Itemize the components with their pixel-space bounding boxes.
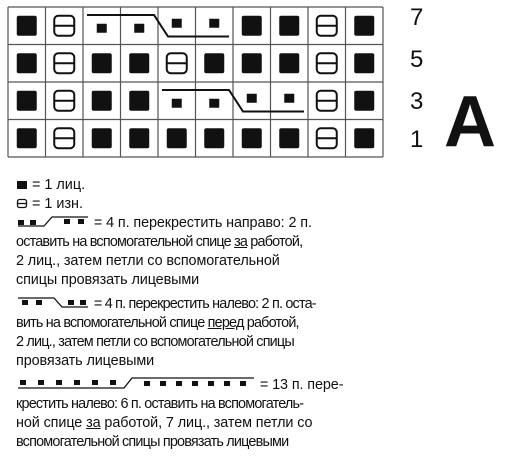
knit-stitch [354,53,374,73]
cable-stitch [172,99,182,108]
knit-stitch [17,128,37,148]
legend-knit [16,176,406,195]
row-number-3: 3 [410,88,424,115]
knit-stitch [92,91,112,111]
knit-stitch [17,16,37,36]
knit-stitch [354,16,374,36]
cross-right-symbol-icon [16,215,90,227]
knit-stitch [204,53,224,73]
cable-stitch [172,19,182,28]
cable-stitch [209,99,219,108]
knit-stitch [279,16,299,36]
row-number-1: 1 [410,126,424,153]
row-number-5: 5 [410,46,424,73]
cable-stitch [209,19,219,28]
knit-stitch [279,128,299,148]
knit-stitch [17,91,37,111]
cross-13-symbol-icon [16,377,256,389]
cable-stitch [134,24,144,33]
cable-stitch [284,94,294,103]
purl-symbol-icon [16,198,28,209]
knit-stitch [242,128,262,148]
knit-stitch [129,91,149,111]
knit-stitch [354,128,374,148]
knit-stitch [129,128,149,148]
knit-stitch [242,16,262,36]
knit-stitch [167,128,187,148]
chart-letter: A [444,82,496,162]
knit-stitch [242,53,262,73]
row-number-7: 7 [410,4,424,31]
legend [16,176,406,452]
knit-stitch [92,53,112,73]
cable-stitch [247,94,257,103]
knit-stitch [17,53,37,73]
legend-purl-label: = 1 изн. [32,196,83,212]
legend-knit-label: = 1 лиц. [32,177,86,193]
knit-stitch [92,128,112,148]
knit-stitch [129,53,149,73]
cross-left-symbol-icon [16,296,90,308]
legend-cross-left: = 4 п. перекрестить налево: 2 п. оста- вить на вспомогательной спице перед работой, 2 лиц., затем петли со вспомогательной спицы провязать лицевыми [16,296,316,369]
knitting-chart [0,0,400,160]
knit-symbol-icon [16,180,28,190]
knit-stitch [354,91,374,111]
knit-stitch [279,53,299,73]
knit-stitch [204,128,224,148]
legend-cross-right: = 4 п. перекрестить направо: 2 п. оставить на вспомогательной спице за работой, 2 лиц., затем петли со вспомогательной спицы провязать лицевыми [16,215,312,288]
cable-stitch [97,24,107,33]
legend-purl [16,195,406,214]
legend-cross-13: = 13 п. пере- крестить налево: 6 п. оставить на вспомогатель- ной спице за работой, 7 лиц., затем петли со вспомогательной спицы провязать лицевыми [16,377,344,450]
